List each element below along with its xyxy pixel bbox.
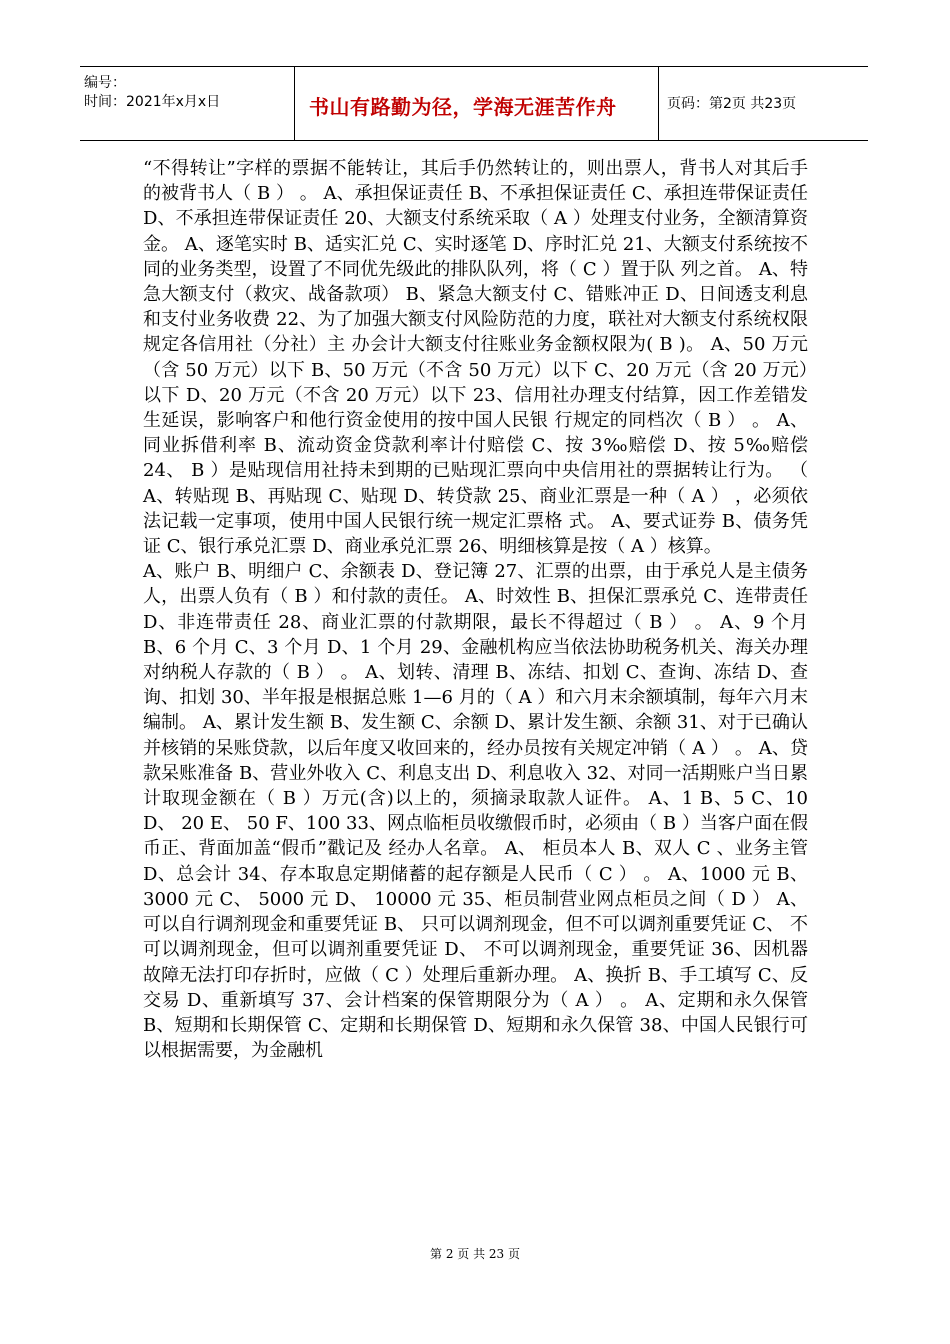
header-motto-cell: [295, 67, 659, 140]
body-paragraph: A、账户 B、明细户 C、余额表 D、登记簿 27、汇票的出票，由于承兑人是主债务人，出票人负有（ B ）和付款的责任。 A、时效性 B、担保汇票承兑 C、连带责任 D、非连带责任 28、商业汇票的付款期限，最长不得超过（ B ） 。 A、9 个月 B、6 个月 C、3 个月 D、1 个月 29、金融机构应当依法协助税务机关、海关办理对纳税人存款的（ B ） 。 A、划转、清理 B、冻结、扣划 C、查询、冻结 D、查询、扣划 30、半年报是根据总账 1—6 月的（ A ）和六月末余额填制，每年六月末编制。 A、累计发生额 B、发生额 C、余额 D、累计发生额、余额 31、对于已确认并核销的呆账贷款，以后年度又收回来的，经办员按有关规定冲销（ A ） 。 A、贷款呆账准备 B、营业外收入 C、利息支出 D、利息收入 32、对同一活期账户当日累计取现金额在（ B ）万元(含)以上的，须摘录取款人证件。 A、1 B、5 C、10 D、 20 E、 50 F、100 33、网点临柜员收缴假币时，必须由（ B ）当客户面在假币正、背面加盖“假币”戳记及 经办人名章。 A、 柜员本人 B、双人 C 、业务主管 D、总会计 34、存本取息定期储蓄的起存额是人民币（ C ） 。 A、1000 元 B、 3000 元 C、 5000 元 D、 10000 元 35、柜员制营业网点柜员之间（ D ） A、可以自行调剂现金和重要凭证 B、 只可以调剂现金，但不可以调剂重要凭证 C、 不可以调剂现金，但可以调剂重要凭证 D、 不可以调剂现金，重要凭证 36、因机器故障无法打印存折时，应做（ C ）处理后重新办理。 A、换折 B、手工填写 C、反交易 D、重新填写 37、会计档案的保管期限分为（ A ） 。 A、定期和永久保管 B、短期和长期保管 C、定期和长期保管 D、短期和永久保管 38、中国人民银行可以根据需要，为金融机: [143, 561, 808, 1062]
header-motto: 书山有路勤为径，学海无涯苦作舟: [309, 95, 617, 119]
page-header: [80, 66, 868, 141]
header-info-cell: [80, 67, 295, 140]
document-body: [143, 156, 808, 1063]
page-footer: 第 2 页 共 23 页: [430, 1247, 520, 1261]
document-time-label: 时间：2021年x月x日: [84, 94, 221, 110]
document-code-label: 编号：: [84, 75, 126, 91]
header-page-cell: [659, 67, 868, 140]
header-page-number: 页码：第2页 共23页: [667, 96, 797, 112]
body-paragraph: “不得转让”字样的票据不能转让，其后手仍然转让的，则出票人，背书人对其后手的被背书人（ B ） 。 A、承担保证责任 B、不承担保证责任 C、承担连带保证责任 D、不承担连带保证责任 20、大额支付系统采取（ A ）处理支付业务，全额清算资金。 A、逐笔实时 B、适实汇兑 C、实时逐笔 D、序时汇兑 21、大额支付系统按不同的业务类型，设置了不同优先级此的排队队列，将（ C ）置于队 列之首。 A、特急大额支付（救灾、战备款项） B、紧急大额支付 C、错账冲正 D、日间透支利息和支付业务收费 22、为了加强大额支付风险防范的力度，联社对大额支付系统权限规定各信用社（分社）主 办会计大额支付往账业务金额权限为( B )。 A、50 万元（含 50 万元）以下 B、50 万元（不含 50 万元）以下 C、20 万元（含 20 万元）以下 D、20 万元（不含 20 万元）以下 23、信用社办理支付结算，因工作差错发生延误，影响客户和他行资金使用的按中国人民银 行规定的同档次（ B ） 。 A、同业拆借利率 B、流动资金贷款利率计付赔偿 C、按 3‰赔偿 D、按 5‰赔偿 24、 B ）是贴现信用社持未到期的已贴现汇票向中央信用社的票据转让行为。 （ A、转贴现 B、再贴现 C、贴现 D、转贷款 25、商业汇票是一种（ A ） ，必须依法记载一定事项，使用中国人民银行统一规定汇票格 式。 A、要式证券 B、债务凭证 C、银行承兑汇票 D、商业承兑汇票 26、明细核算是按（ A ）核算。: [143, 158, 808, 558]
